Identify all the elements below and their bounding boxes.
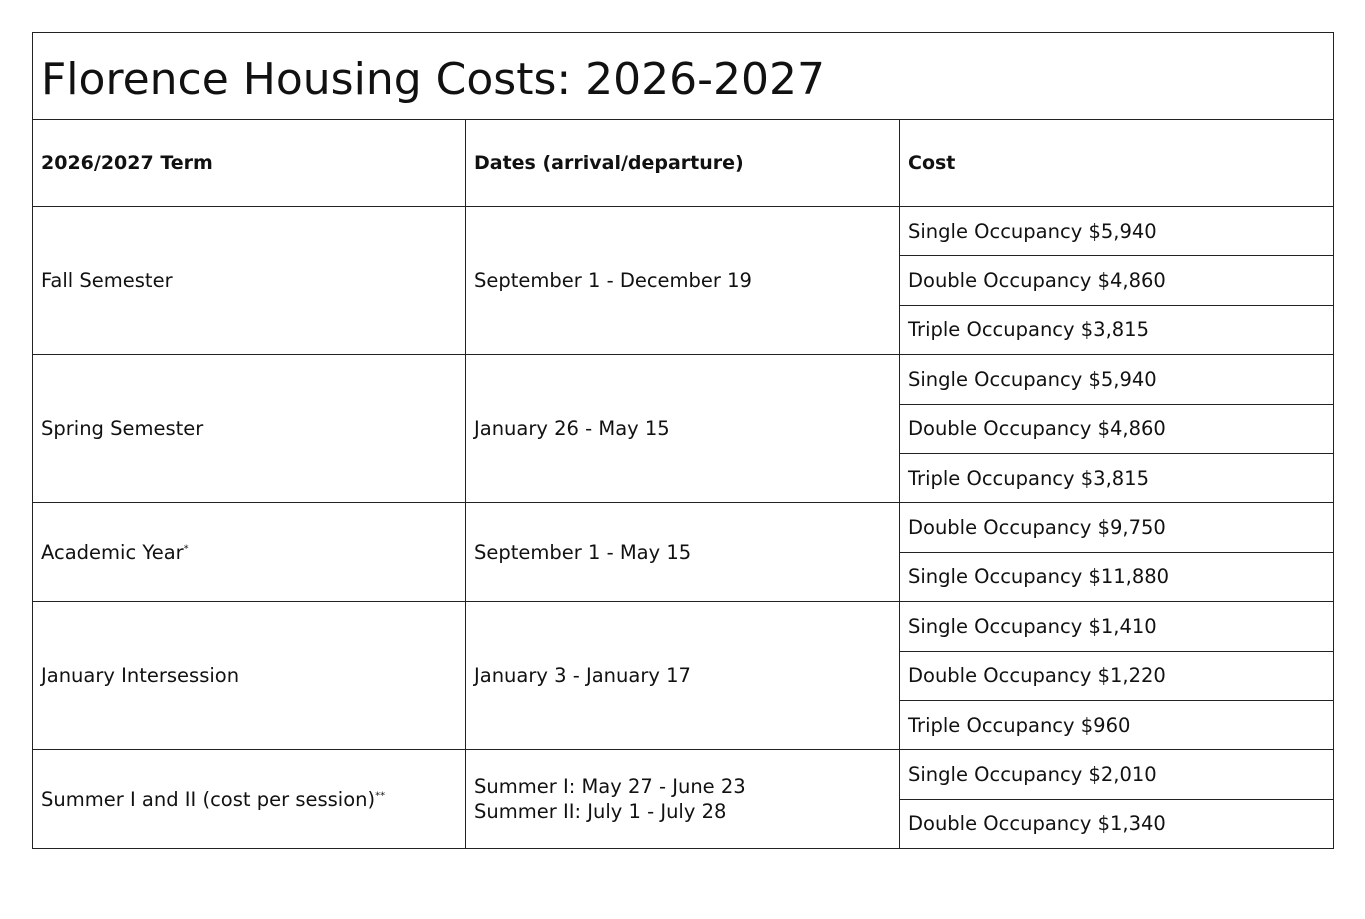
header-row (33, 120, 1334, 207)
dates-cell-january (466, 602, 900, 750)
dates-text: January 3 - January 17 (474, 664, 691, 688)
term-cell-january (33, 602, 466, 750)
cost-cell: Single Occupancy $1,410 (900, 602, 1334, 651)
cost-cell: Single Occupancy $5,940 (900, 207, 1334, 256)
page-title: Florence Housing Costs: 2026-2027 (33, 33, 1334, 120)
cost-cell: Double Occupancy $4,860 (900, 404, 1334, 453)
term-cell-fall (33, 207, 466, 355)
dates-cell-academic-year (466, 503, 900, 602)
cost-cell: Single Occupancy $11,880 (900, 552, 1334, 601)
dates-text: January 26 - May 15 (474, 417, 670, 441)
header-dates: Dates (arrival/departure) (466, 120, 900, 207)
dates-cell-spring (466, 355, 900, 503)
term-cell-summer (33, 750, 466, 849)
table-row (33, 602, 1334, 651)
term-cell-academic-year (33, 503, 466, 602)
dates-text: September 1 - December 19 (474, 269, 752, 293)
table-row (33, 750, 1334, 799)
cost-cell: Triple Occupancy $960 (900, 700, 1334, 749)
dates-text: Summer I: May 27 - June 23 (474, 775, 746, 799)
title-row (33, 33, 1334, 120)
term-label: Spring Semester (41, 417, 204, 441)
cost-cell: Single Occupancy $2,010 (900, 750, 1334, 799)
term-label: Fall Semester (41, 269, 173, 293)
housing-costs-table (32, 32, 1334, 849)
footnote-marker: ** (375, 790, 386, 802)
cost-cell: Double Occupancy $9,750 (900, 503, 1334, 552)
cost-cell: Double Occupancy $1,340 (900, 799, 1334, 848)
cost-cell: Triple Occupancy $3,815 (900, 453, 1334, 502)
footnote-marker: * (183, 543, 189, 555)
term-label: Summer I and II (cost per session) (41, 787, 376, 811)
cost-cell: Single Occupancy $5,940 (900, 355, 1334, 404)
cost-cell: Double Occupancy $1,220 (900, 651, 1334, 700)
dates-cell-fall (466, 207, 900, 355)
dates-cell-summer (466, 750, 900, 849)
cost-cell: Triple Occupancy $3,815 (900, 305, 1334, 354)
dates-text: September 1 - May 15 (474, 540, 692, 564)
term-label: January Intersession (41, 664, 240, 688)
table-row (33, 207, 1334, 256)
table-row (33, 355, 1334, 404)
header-term: 2026/2027 Term (33, 120, 466, 207)
cost-cell: Double Occupancy $4,860 (900, 256, 1334, 305)
header-cost: Cost (900, 120, 1334, 207)
dates-text: Summer II: July 1 - July 28 (474, 800, 727, 824)
table-row (33, 503, 1334, 552)
term-label: Academic Year (41, 540, 184, 564)
term-cell-spring (33, 355, 466, 503)
